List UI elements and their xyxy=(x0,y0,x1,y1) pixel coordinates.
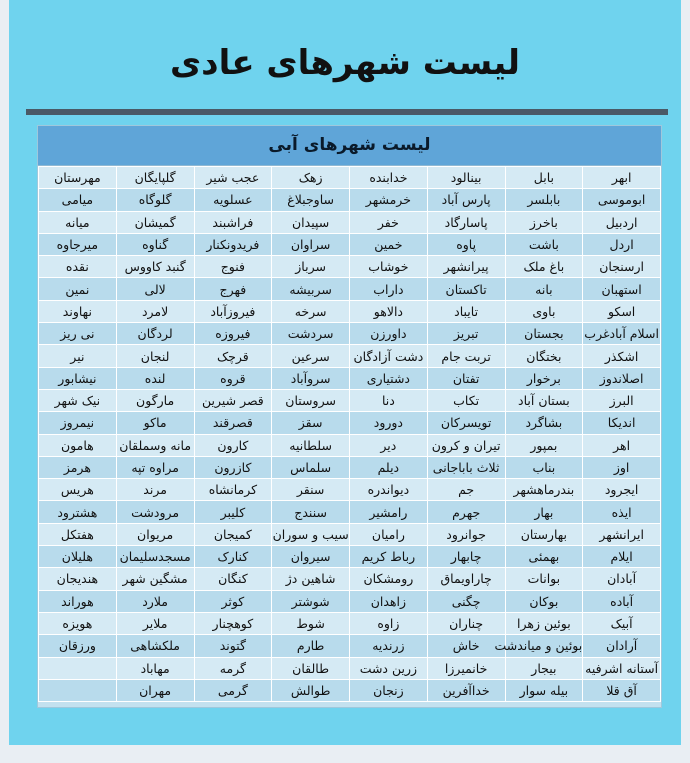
city-cell: آستانه اشرفیه xyxy=(583,657,661,679)
table-row xyxy=(39,679,661,701)
city-cell: تایباد xyxy=(427,300,505,322)
city-cell: مریوان xyxy=(116,523,194,545)
city-cell: مهرستان xyxy=(39,167,117,189)
city-cell: بوئین زهرا xyxy=(505,612,583,634)
city-cell: تاکستان xyxy=(427,278,505,300)
city-cell: کازرون xyxy=(194,456,272,478)
city-cell: هامون xyxy=(39,434,117,456)
city-cell: چناران xyxy=(427,612,505,634)
table-row xyxy=(39,367,661,389)
city-cell: هویزه xyxy=(39,612,117,634)
city-cell: چابهار xyxy=(427,546,505,568)
city-cell xyxy=(39,657,117,679)
table-row xyxy=(39,300,661,322)
table-row xyxy=(39,479,661,501)
table-row xyxy=(39,635,661,657)
city-cell: زاهدان xyxy=(350,590,428,612)
city-cell: چاراویماق xyxy=(427,568,505,590)
city-cell: باوی xyxy=(505,300,583,322)
city-cell: سپیدان xyxy=(272,211,350,233)
city-cell: کنگان xyxy=(194,568,272,590)
city-cell: گتوند xyxy=(194,635,272,657)
city-cell: بینالود xyxy=(427,167,505,189)
city-cell: خرمشهر xyxy=(350,189,428,211)
table-row xyxy=(39,434,661,456)
city-cell: رامیان xyxy=(350,523,428,545)
bottom-frame xyxy=(0,745,690,763)
page-title: لیست شهرهای عادی xyxy=(169,43,521,83)
city-cell: نیر xyxy=(39,345,117,367)
city-cell: رومشکان xyxy=(350,568,428,590)
city-cell: سنندج xyxy=(272,501,350,523)
city-cell: ملارد xyxy=(116,590,194,612)
city-cell: نیشابور xyxy=(39,367,117,389)
city-cell: ملکشاهی xyxy=(116,635,194,657)
table-row xyxy=(39,167,661,189)
city-cell: شوشتر xyxy=(272,590,350,612)
table-row xyxy=(39,456,661,478)
city-cell: کمیجان xyxy=(194,523,272,545)
city-cell: هوراند xyxy=(39,590,117,612)
city-cell: لنده xyxy=(116,367,194,389)
city-cell: سقز xyxy=(272,412,350,434)
cities-grid xyxy=(38,166,661,702)
city-cell: دورود xyxy=(350,412,428,434)
city-cell: خفر xyxy=(350,211,428,233)
city-cell: گلوگاه xyxy=(116,189,194,211)
table-row xyxy=(39,278,661,300)
city-cell: مارگون xyxy=(116,389,194,411)
city-cell: تربت جام xyxy=(427,345,505,367)
city-cell: فهرج xyxy=(194,278,272,300)
city-cell: بختگان xyxy=(505,345,583,367)
city-cell: نمین xyxy=(39,278,117,300)
city-cell: بابلسر xyxy=(505,189,583,211)
city-cell: مهاباد xyxy=(116,657,194,679)
city-cell: ایذه xyxy=(583,501,661,523)
city-cell: اسلام آبادغرب xyxy=(583,323,661,345)
city-cell: کنارک xyxy=(194,546,272,568)
city-cell: کارون xyxy=(194,434,272,456)
city-cell: استهبان xyxy=(583,278,661,300)
city-cell: فیروزآباد xyxy=(194,300,272,322)
city-cell: دشتیاری xyxy=(350,367,428,389)
city-cell: گرمه xyxy=(194,657,272,679)
city-cell: پاوه xyxy=(427,233,505,255)
city-cell: عسلویه xyxy=(194,189,272,211)
city-cell: آبیک xyxy=(583,612,661,634)
city-cell: فراشبند xyxy=(194,211,272,233)
city-cell: برخوار xyxy=(505,367,583,389)
city-cell: آبادان xyxy=(583,568,661,590)
city-cell: سلطانیه xyxy=(272,434,350,456)
city-cell: بجستان xyxy=(505,323,583,345)
city-cell: قرچک xyxy=(194,345,272,367)
city-cell: تکاب xyxy=(427,389,505,411)
city-cell: طالقان xyxy=(272,657,350,679)
city-cell: سرباز xyxy=(272,256,350,278)
city-cell: سراوان xyxy=(272,233,350,255)
city-cell: خاش xyxy=(427,635,505,657)
city-cell: هفتکل xyxy=(39,523,117,545)
city-cell xyxy=(39,679,117,701)
city-cell: تفتان xyxy=(427,367,505,389)
city-cell: ثلاث باباجانی xyxy=(427,456,505,478)
title-divider xyxy=(26,109,668,115)
city-cell: مرودشت xyxy=(116,501,194,523)
city-cell: مانه وسملقان xyxy=(116,434,194,456)
city-cell: کوهچنار xyxy=(194,612,272,634)
city-cell: لامرد xyxy=(116,300,194,322)
cities-table xyxy=(37,125,662,708)
city-cell: خوشاب xyxy=(350,256,428,278)
city-cell: ساوجبلاغ xyxy=(272,189,350,211)
city-cell: ارسنجان xyxy=(583,256,661,278)
city-cell: بهار xyxy=(505,501,583,523)
table-row xyxy=(39,590,661,612)
city-cell: ابوموسی xyxy=(583,189,661,211)
city-cell: جوانرود xyxy=(427,523,505,545)
city-cell: چگنی xyxy=(427,590,505,612)
city-cell: فنوج xyxy=(194,256,272,278)
table-row xyxy=(39,546,661,568)
city-cell: دیلم xyxy=(350,456,428,478)
city-cell: زنجان xyxy=(350,679,428,701)
city-cell: نیک شهر xyxy=(39,389,117,411)
city-cell: مرند xyxy=(116,479,194,501)
table-row xyxy=(39,657,661,679)
city-cell: بشاگرد xyxy=(505,412,583,434)
city-cell: دشت آزادگان xyxy=(350,345,428,367)
city-cell: لردگان xyxy=(116,323,194,345)
city-cell: سیب و سوران xyxy=(272,523,350,545)
city-cell: بابل xyxy=(505,167,583,189)
city-cell: بوئین و میاندشت xyxy=(505,635,583,657)
table-row xyxy=(39,256,661,278)
city-cell: دنا xyxy=(350,389,428,411)
city-cell: میامی xyxy=(39,189,117,211)
city-cell: ملایر xyxy=(116,612,194,634)
city-cell: پارس آباد xyxy=(427,189,505,211)
city-cell: البرز xyxy=(583,389,661,411)
city-cell: رباط کریم xyxy=(350,546,428,568)
city-cell: بوانات xyxy=(505,568,583,590)
city-cell: هندیجان xyxy=(39,568,117,590)
city-cell: سروآباد xyxy=(272,367,350,389)
city-cell: فریدونکنار xyxy=(194,233,272,255)
city-cell: جهرم xyxy=(427,501,505,523)
city-cell: کوثر xyxy=(194,590,272,612)
city-cell: اردل xyxy=(583,233,661,255)
city-cell: شاهین دژ xyxy=(272,568,350,590)
city-cell: ایرانشهر xyxy=(583,523,661,545)
city-cell: لنجان xyxy=(116,345,194,367)
city-cell: زرین دشت xyxy=(350,657,428,679)
left-frame xyxy=(0,0,9,763)
table-row xyxy=(39,211,661,233)
city-cell: سروستان xyxy=(272,389,350,411)
city-cell: خداآفرین xyxy=(427,679,505,701)
city-cell: زاوه xyxy=(350,612,428,634)
city-cell: نی ریز xyxy=(39,323,117,345)
table-row xyxy=(39,412,661,434)
city-cell: بندرماهشهر xyxy=(505,479,583,501)
city-cell: سیروان xyxy=(272,546,350,568)
city-cell: دالاهو xyxy=(350,300,428,322)
city-cell: دیواندره xyxy=(350,479,428,501)
city-cell: هریس xyxy=(39,479,117,501)
city-cell: فیروزه xyxy=(194,323,272,345)
city-cell: اشکذر xyxy=(583,345,661,367)
city-cell: جم xyxy=(427,479,505,501)
city-cell: داورزن xyxy=(350,323,428,345)
city-cell: کلیبر xyxy=(194,501,272,523)
city-cell: سردشت xyxy=(272,323,350,345)
city-cell: نقده xyxy=(39,256,117,278)
city-cell: سلماس xyxy=(272,456,350,478)
city-cell: بمپور xyxy=(505,434,583,456)
right-frame xyxy=(681,0,690,763)
table-row xyxy=(39,612,661,634)
city-cell: ایجرود xyxy=(583,479,661,501)
city-cell: بهمئی xyxy=(505,546,583,568)
city-cell: مسجدسلیمان xyxy=(116,546,194,568)
city-cell: نهاوند xyxy=(39,300,117,322)
city-cell: ورزقان xyxy=(39,635,117,657)
city-cell: بستان آباد xyxy=(505,389,583,411)
city-cell: سربیشه xyxy=(272,278,350,300)
city-cell: سنقر xyxy=(272,479,350,501)
city-cell: خدابنده xyxy=(350,167,428,189)
table-row xyxy=(39,523,661,545)
city-cell: باغ ملک xyxy=(505,256,583,278)
city-cell: نیمروز xyxy=(39,412,117,434)
table-row xyxy=(39,323,661,345)
city-cell: زهک xyxy=(272,167,350,189)
city-cell: اهر xyxy=(583,434,661,456)
city-cell: آرادان xyxy=(583,635,661,657)
city-cell: هرمز xyxy=(39,456,117,478)
city-cell: تیران و کرون xyxy=(427,434,505,456)
city-cell: لالی xyxy=(116,278,194,300)
city-cell: ابهر xyxy=(583,167,661,189)
table-row xyxy=(39,389,661,411)
city-cell: قصر شیرین xyxy=(194,389,272,411)
city-cell: پیرانشهر xyxy=(427,256,505,278)
city-cell: سرعین xyxy=(272,345,350,367)
city-cell: داراب xyxy=(350,278,428,300)
city-cell: شوط xyxy=(272,612,350,634)
city-cell: کرمانشاه xyxy=(194,479,272,501)
city-cell: آق قلا xyxy=(583,679,661,701)
city-cell: بیجار xyxy=(505,657,583,679)
city-cell: مشگین شهر xyxy=(116,568,194,590)
city-cell: عجب شیر xyxy=(194,167,272,189)
city-cell: ایلام xyxy=(583,546,661,568)
city-cell: گمیشان xyxy=(116,211,194,233)
table-row xyxy=(39,345,661,367)
city-cell: بهارستان xyxy=(505,523,583,545)
table-row xyxy=(39,189,661,211)
city-cell: گنبد کاووس xyxy=(116,256,194,278)
city-cell: طارم xyxy=(272,635,350,657)
city-cell: تبریز xyxy=(427,323,505,345)
city-cell: بوکان xyxy=(505,590,583,612)
city-cell: باشت xyxy=(505,233,583,255)
city-cell: اردبیل xyxy=(583,211,661,233)
city-cell: گناوه xyxy=(116,233,194,255)
city-cell: اصلاندوز xyxy=(583,367,661,389)
city-cell: بناب xyxy=(505,456,583,478)
city-cell: قصرقند xyxy=(194,412,272,434)
city-cell: مراوه تپه xyxy=(116,456,194,478)
city-cell: دیر xyxy=(350,434,428,456)
city-cell: خانمیرزا xyxy=(427,657,505,679)
city-cell: باخرز xyxy=(505,211,583,233)
city-cell: گلپایگان xyxy=(116,167,194,189)
city-cell: آباده xyxy=(583,590,661,612)
city-cell: رامشیر xyxy=(350,501,428,523)
city-cell: قروه xyxy=(194,367,272,389)
table-row xyxy=(39,501,661,523)
city-cell: زرندیه xyxy=(350,635,428,657)
city-cell: میرجاوه xyxy=(39,233,117,255)
table-header: لیست شهرهای آبی xyxy=(38,126,661,166)
city-cell: بیله سوار xyxy=(505,679,583,701)
city-cell: هلیلان xyxy=(39,546,117,568)
city-cell: اندیکا xyxy=(583,412,661,434)
city-cell: مهران xyxy=(116,679,194,701)
city-cell: ماکو xyxy=(116,412,194,434)
city-cell: طوالش xyxy=(272,679,350,701)
city-cell: پاسارگاد xyxy=(427,211,505,233)
city-cell: تویسرکان xyxy=(427,412,505,434)
city-cell: اوز xyxy=(583,456,661,478)
city-cell: خمین xyxy=(350,233,428,255)
table-row xyxy=(39,233,661,255)
city-cell: سرخه xyxy=(272,300,350,322)
city-cell: میانه xyxy=(39,211,117,233)
city-cell: گرمی xyxy=(194,679,272,701)
city-cell: هشترود xyxy=(39,501,117,523)
table-row xyxy=(39,568,661,590)
city-cell: اسکو xyxy=(583,300,661,322)
city-cell: بانه xyxy=(505,278,583,300)
